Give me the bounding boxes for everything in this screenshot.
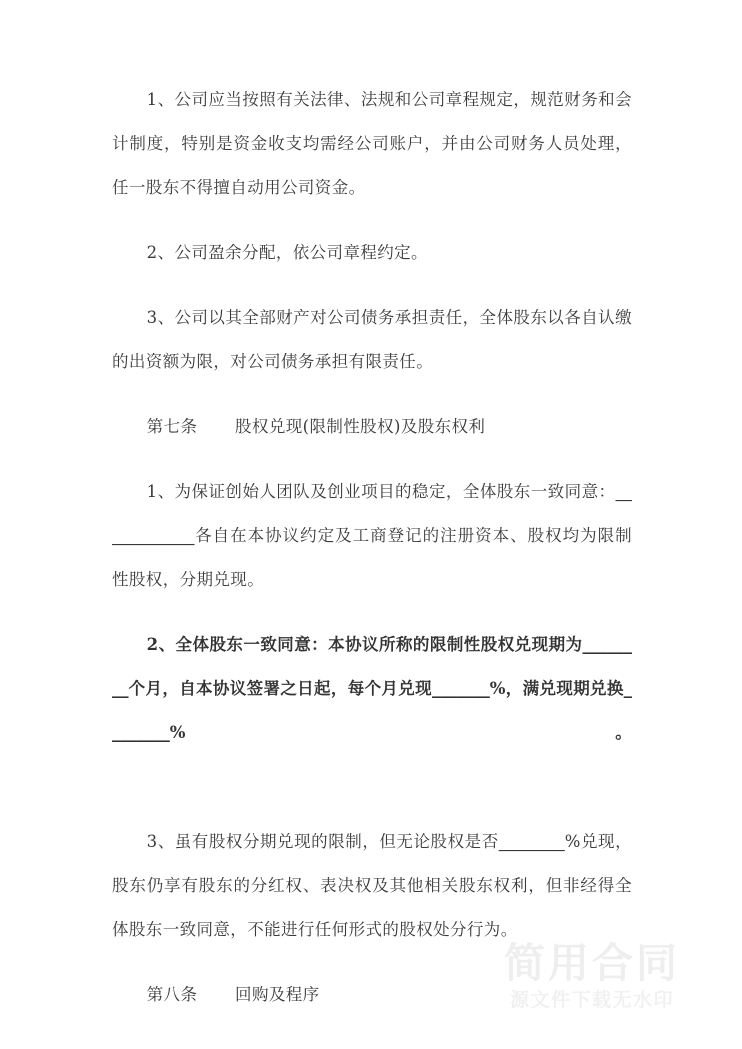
heading-article-7-number: 第七条: [146, 417, 198, 436]
fill-blank-vested-percent: ________: [498, 832, 565, 851]
article7-item2-part4: %。: [169, 723, 632, 742]
heading-article-7-title: 股权兑现(限制性股权)及股东权利: [235, 417, 486, 436]
heading-article-8-number: 第八条: [146, 985, 198, 1004]
paragraph-article7-item2: [112, 623, 632, 799]
heading-article-8-title: 回购及程序: [235, 985, 320, 1004]
watermark-brand-title: 简用合同: [504, 939, 680, 988]
article7-item2-part1: 2、全体股东一致同意：本协议所称的限制性股权兑现期为: [146, 635, 583, 654]
fill-blank-monthly-percent: _______: [432, 679, 490, 698]
heading-article-7: [112, 405, 632, 449]
fill-blank-full-vesting-percent: ________: [112, 679, 632, 742]
paragraph-article6-item1: 1、公司应当按照有关法律、法规和公司章程规定，规范财务和会计制度，特别是资金收支均需经公司账户，并由公司财务人员处理，任一股东不得擅自动用公司资金。: [112, 90, 632, 197]
watermark-subtitle: 源文件下载无水印: [509, 989, 674, 1012]
article7-item1-lead: 1、为保证创始人团队及创业项目的稳定，全体股东一致同意：: [146, 482, 616, 501]
document-body: [112, 78, 632, 1038]
paragraph-article7-item3: [112, 820, 632, 952]
fill-blank-shareholder-names: ____________: [112, 482, 632, 545]
article7-item2-part2: 个月，自本协议签署之日起，每个月兑现: [128, 679, 432, 698]
article7-item3-part2: %兑现，股东仍享有股东的分红权、表决权及其他相关股东权利，但非经得全体股东一致同意，不能进行任何形式的股权处分行为。: [112, 832, 633, 939]
article7-item3-part1: 3、虽有股权分期兑现的限制，但无论股权是否: [146, 832, 499, 851]
paragraph-article6-item3: 3、公司以其全部财产对公司债务承担责任，全体股东以各自认缴的出资额为限，对公司债务承担有限责任。: [112, 308, 632, 371]
fill-blank-vesting-months: ________: [112, 635, 632, 698]
paragraph-article7-item1: [112, 470, 632, 602]
paragraph-article6-item2: 2、公司盈余分配，依公司章程约定。: [146, 243, 428, 262]
heading-article-8: [112, 973, 632, 1017]
article7-item2-part3: %，满兑现期兑换: [489, 679, 624, 698]
article7-item1-tail: 各自在本协议约定及工商登记的注册资本、股权均为限制性股权，分期兑现。: [112, 526, 632, 589]
